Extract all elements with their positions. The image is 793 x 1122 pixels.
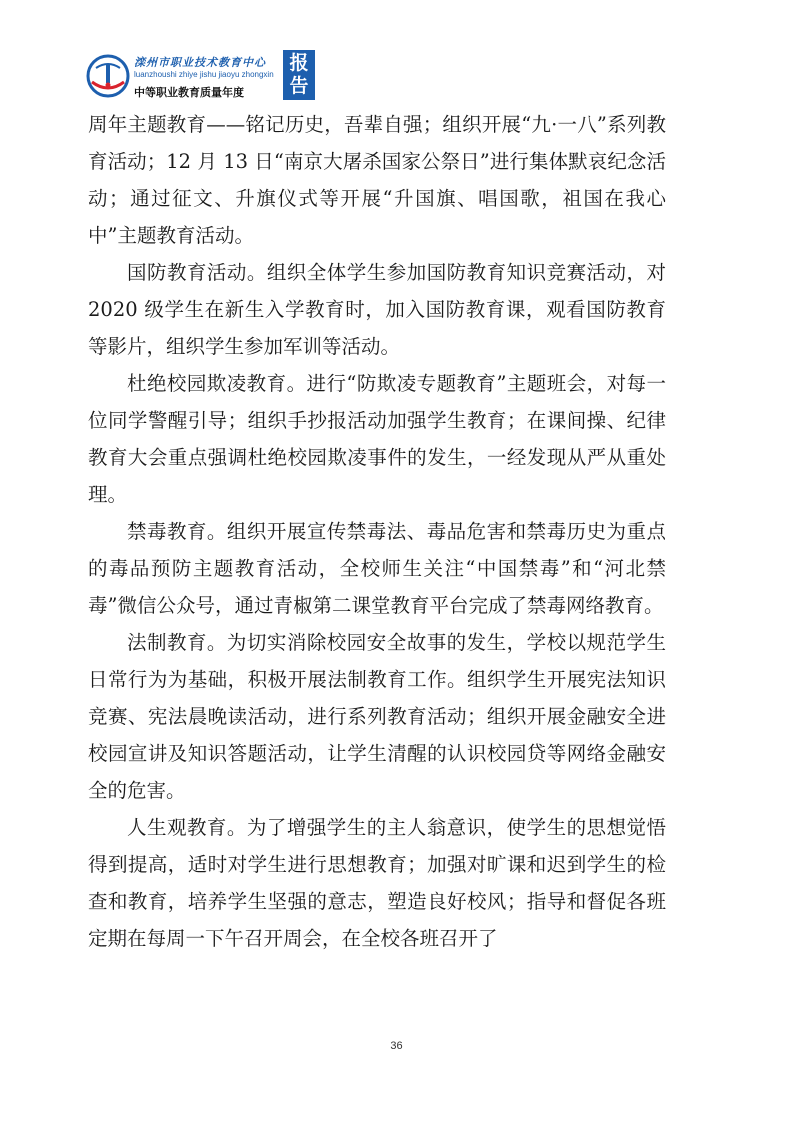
report-badge-char-2: 告 [289,75,309,97]
report-badge-char-1: 报 [289,52,309,74]
paragraph: 周年主题教育——铭记历史，吾辈自强；组织开展“九·一八”系列教育活动；12 月 13 日“南京大屠杀国家公祭日”进行集体默哀纪念活动；通过征文、升旗仪式等开展“升国旗、唱国歌，祖国在我心中”主题教育活动。 [88,113,666,247]
paragraph: 人生观教育。为了增强学生的主人翁意识，使学生的思想觉悟得到提高，适时对学生进行思想教育；加强对旷课和迟到学生的检查和教育，培养学生坚强的意志，塑造良好校风；指导和督促各班定期在每周一下午召开周会，在全校各班召开了 [88,816,666,950]
organization-pinyin: luanzhoushi zhiye jishu jiaoyu zhongxin [134,70,274,79]
organization-name: 滦州市职业技术教育中心 [134,56,266,69]
page-number: 36 [390,1040,403,1052]
school-logo-icon [86,54,130,98]
paragraph: 杜绝校园欺凌教育。进行“防欺凌专题教育”主题班会，对每一位同学警醒引导；组织手抄报活动加强学生教育；在课间操、纪律教育大会重点强调杜绝校园欺凌事件的发生，一经发现从严从重处理。 [88,372,666,506]
paragraph: 禁毒教育。组织开展宣传禁毒法、毒品危害和禁毒历史为重点的毒品预防主题教育活动，全校师生关注“中国禁毒”和“河北禁毒”微信公众号，通过青椒第二课堂教育平台完成了禁毒网络教育。 [88,520,666,617]
report-subtitle: 中等职业教育质量年度 [134,86,244,99]
paragraph: 法制教育。为切实消除校园安全故事的发生，学校以规范学生日常行为为基础，积极开展法制教育工作。组织学生开展宪法知识竞赛、宪法晨晚读活动，进行系列教育活动；组织开展金融安全进校园宣讲及知识答题活动，让学生清醒的认识校园贷等网络金融安全的危害。 [88,631,666,802]
report-badge [283,50,315,100]
page-header [86,50,316,110]
paragraph: 国防教育活动。组织全体学生参加国防教育知识竞赛活动，对 2020 级学生在新生入学教育时，加入国防教育课，观看国防教育等影片，组织学生参加军训等活动。 [88,261,666,358]
body-text [88,106,666,957]
